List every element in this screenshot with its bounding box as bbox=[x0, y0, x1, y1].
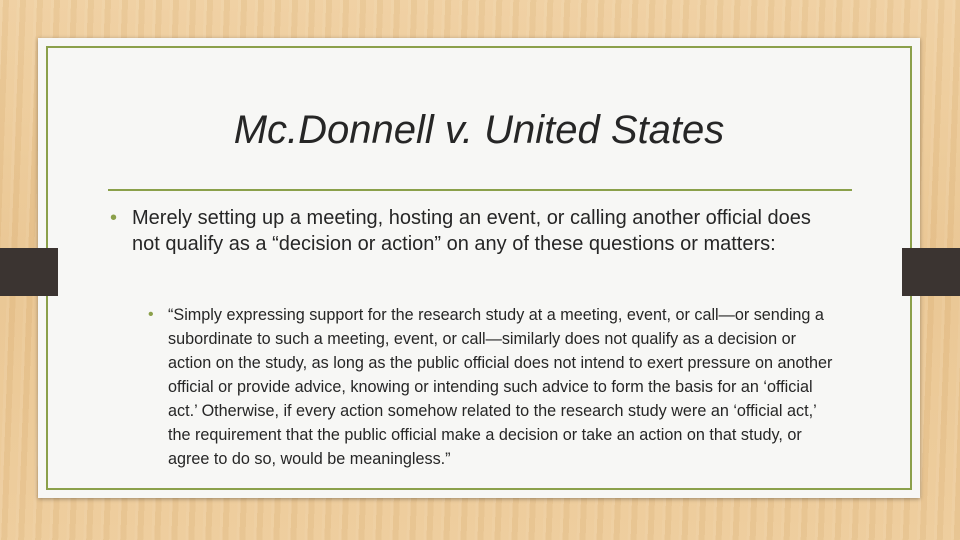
sub-bullet-quote: “Simply expressing support for the research study at a meeting, event, or call—or sending a subordinate to such a meeting, event, or call—similarly does not qualify as a decision or action on the study, as long as the public official does not intend to exert pressure on another official or provide advice, knowing or intending such advice to form the basis for an ‘official act.’ Otherwise, if every action somehow related to the research study were an ‘official act,’ the requirement that the public official make a decision or take an action on that study, or agree to do so, would be meaningless.” bbox=[168, 306, 833, 468]
bullet-marker: • bbox=[110, 207, 118, 229]
title-divider bbox=[108, 189, 852, 191]
bullet-level-2 bbox=[148, 303, 843, 471]
slide-title: Mc.Donnell v. United States bbox=[233, 108, 725, 152]
left-side-tab bbox=[0, 248, 58, 296]
bullet-text: Merely setting up a meeting, hosting an event, or calling another official does not qualify as a “decision or action” on any of these questions or matters: bbox=[132, 207, 811, 255]
sub-bullet-marker: • bbox=[148, 306, 154, 323]
bullet-level-1 bbox=[110, 205, 840, 257]
right-side-tab bbox=[902, 248, 960, 296]
